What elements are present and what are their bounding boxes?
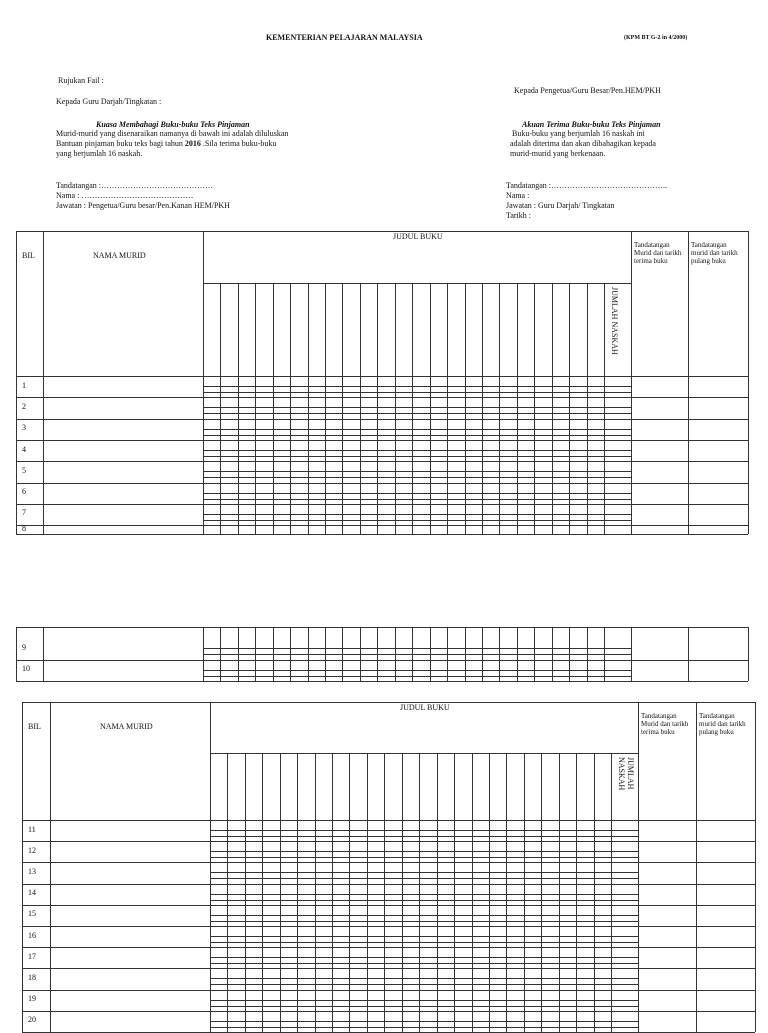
left-body-3: yang berjumlah 16 naskah. xyxy=(56,149,143,158)
grid-line xyxy=(16,231,17,525)
grid-line xyxy=(552,627,553,638)
grid-line xyxy=(16,397,748,398)
grid-line xyxy=(203,676,631,677)
grid-line xyxy=(203,471,631,472)
grid-line xyxy=(290,525,291,534)
grid-line xyxy=(569,283,570,525)
kepada-guru: Kepada Guru Darjah/Tingkatan : xyxy=(56,97,162,106)
grid-line xyxy=(748,525,749,534)
right-nama: Nama : xyxy=(506,191,530,200)
row-number: 9 xyxy=(22,642,26,652)
grid-line xyxy=(255,525,256,534)
grid-line xyxy=(748,638,749,681)
grid-line xyxy=(465,283,466,525)
grid-line xyxy=(203,450,631,451)
grid-line xyxy=(342,627,343,638)
grid-line xyxy=(22,884,755,885)
grid-line xyxy=(273,627,274,638)
right-signature: Tandatangan :…………………………………….. xyxy=(506,181,667,190)
grid-line xyxy=(16,461,748,462)
grid-line xyxy=(210,936,638,937)
row-number: 6 xyxy=(22,487,26,497)
grid-line xyxy=(220,627,221,638)
grid-line xyxy=(360,525,361,534)
row-number: 13 xyxy=(28,867,36,876)
header-sign-receive: Tandatangan Murid dan tarikh terima buku xyxy=(641,712,689,736)
grid-line xyxy=(748,231,749,525)
grid-line xyxy=(220,283,221,525)
year: 2016 xyxy=(184,139,201,148)
grid-line xyxy=(16,419,748,420)
header-sign-return: Tandatangan murid dan tarikh pulang buku xyxy=(699,712,746,736)
grid-line xyxy=(210,942,638,943)
grid-line xyxy=(290,627,291,638)
header-sign-return: Tandatangan murid dan tarikh pulang buku xyxy=(691,241,738,265)
grid-line xyxy=(210,851,638,852)
grid-line xyxy=(534,525,535,534)
header-bil: BIL xyxy=(28,722,41,731)
grid-line xyxy=(412,627,413,638)
grid-line xyxy=(210,978,638,979)
grid-line xyxy=(688,231,689,525)
grid-line xyxy=(22,990,755,991)
grid-line xyxy=(534,283,535,525)
grid-line xyxy=(290,283,291,525)
grid-line xyxy=(482,627,483,638)
grid-line xyxy=(482,525,483,534)
grid-line xyxy=(43,231,44,525)
grid-line xyxy=(210,878,638,879)
grid-line xyxy=(16,627,17,638)
right-body-2: adalah diterima dan akan dibahagikan kepada xyxy=(510,139,656,148)
grid-line xyxy=(203,627,204,638)
grid-line xyxy=(255,283,256,525)
grid-line xyxy=(203,670,631,671)
grid-line xyxy=(395,283,396,525)
grid-line xyxy=(203,407,631,408)
grid-line xyxy=(482,283,483,525)
right-body-1: Buku-buku yang berjumlah 16 naskah ini xyxy=(512,129,645,138)
grid-line xyxy=(377,283,378,525)
grid-line xyxy=(412,283,413,525)
grid-line xyxy=(238,525,239,534)
grid-line xyxy=(22,820,755,821)
grid-line xyxy=(203,435,631,436)
grid-line xyxy=(203,514,631,515)
grid-line xyxy=(308,283,309,525)
grid-line xyxy=(203,520,631,521)
grid-line xyxy=(395,627,396,638)
grid-line xyxy=(604,525,605,534)
grid-line xyxy=(16,525,17,534)
grid-line xyxy=(203,392,631,393)
akuan-title: Akuan Terima Buku-buku Teks Pinjaman xyxy=(522,120,661,129)
grid-line xyxy=(203,283,631,284)
grid-line xyxy=(203,654,631,655)
header-nama-murid: NAMA MURID xyxy=(100,722,153,731)
grid-line xyxy=(342,283,343,525)
right-body-3: murid-murid yang berkenaan. xyxy=(510,149,606,158)
grid-line xyxy=(16,231,748,232)
grid-line xyxy=(203,525,204,534)
grid-line xyxy=(203,413,631,414)
grid-line xyxy=(688,627,689,638)
grid-line xyxy=(22,947,755,948)
grid-line xyxy=(210,915,638,916)
ministry-title: KEMENTERIAN PELAJARAN MALAYSIA xyxy=(266,33,423,42)
grid-line xyxy=(465,627,466,638)
left-body-2b: .Sila terima buku-buku xyxy=(200,139,277,148)
grid-line xyxy=(16,376,748,377)
row-number: 18 xyxy=(28,973,36,982)
grid-line xyxy=(22,968,755,969)
grid-line xyxy=(325,283,326,525)
header-jumlah-naskah: JUMLAH NASKAH xyxy=(617,757,635,791)
grid-line xyxy=(587,627,588,638)
left-body-1: Murid-murid yang disenaraikan namanya di bawah ini adalah diluluskan xyxy=(56,129,289,138)
grid-line xyxy=(517,525,518,534)
grid-line xyxy=(203,429,631,430)
row-number: 4 xyxy=(22,444,26,454)
right-jawatan: Jawatan : Guru Darjah/ Tingkatan xyxy=(506,201,615,210)
header-judul-buku: JUDUL BUKU xyxy=(393,232,443,241)
grid-line xyxy=(210,753,638,754)
right-kepada: Kepada Pengetua/Guru Besar/Pen.HEM/PKH xyxy=(514,86,661,95)
grid-line xyxy=(203,386,631,387)
grid-line xyxy=(210,894,638,895)
grid-line xyxy=(210,1027,638,1028)
left-jawatan: Jawatan : Pengetua/Guru besar/Pen.Kanan HEM/PKH xyxy=(56,201,230,210)
left-body-2a: Bantuan pinjaman buku teks bagi tahun xyxy=(56,139,185,148)
grid-line xyxy=(16,660,748,661)
grid-line xyxy=(255,627,256,638)
row-number: 17 xyxy=(28,951,36,961)
grid-line xyxy=(604,627,605,638)
grid-line xyxy=(16,440,748,441)
grid-line xyxy=(569,525,570,534)
left-body-2 xyxy=(56,139,276,149)
row-number: 14 xyxy=(28,888,36,898)
grid-line xyxy=(430,525,431,534)
grid-line xyxy=(273,525,274,534)
grid-line xyxy=(16,681,748,682)
row-number: 16 xyxy=(28,930,36,940)
grid-line xyxy=(210,900,638,901)
row-number: 12 xyxy=(28,845,36,855)
grid-line xyxy=(203,493,631,494)
grid-line xyxy=(569,627,570,638)
grid-line xyxy=(22,905,755,906)
header-judul-buku: JUDUL BUKU xyxy=(400,703,450,712)
grid-line xyxy=(238,283,239,525)
grid-line xyxy=(43,525,44,534)
grid-line xyxy=(203,231,204,525)
left-nama: Nama : …………………………………… xyxy=(56,191,194,200)
grid-line xyxy=(638,702,639,1032)
grid-line xyxy=(22,702,755,703)
grid-line xyxy=(360,627,361,638)
left-signature: Tandatangan :…………………………………… xyxy=(56,181,213,190)
grid-line xyxy=(308,525,309,534)
row-number: 1 xyxy=(22,380,26,390)
grid-line xyxy=(465,525,466,534)
grid-line xyxy=(552,525,553,534)
grid-line xyxy=(552,283,553,525)
grid-line xyxy=(377,627,378,638)
rujukan-fail: Rujukan Fail : xyxy=(58,76,104,85)
grid-line xyxy=(696,702,697,1032)
grid-line xyxy=(210,1021,638,1022)
grid-line xyxy=(16,483,748,484)
grid-line xyxy=(631,231,632,525)
grid-line xyxy=(688,525,689,534)
grid-line xyxy=(203,648,631,649)
grid-line xyxy=(22,862,755,863)
grid-line xyxy=(50,702,51,1032)
grid-line xyxy=(308,627,309,638)
grid-line xyxy=(499,627,500,638)
grid-line xyxy=(517,283,518,525)
grid-line xyxy=(273,283,274,525)
header-sign-receive: Tandatangan Murid dan tarikh terima buku xyxy=(634,241,682,265)
grid-line xyxy=(210,957,638,958)
grid-line xyxy=(325,525,326,534)
grid-line xyxy=(325,627,326,638)
grid-line xyxy=(16,534,748,535)
grid-line xyxy=(377,525,378,534)
grid-line xyxy=(203,477,631,478)
grid-line xyxy=(210,872,638,873)
grid-line xyxy=(210,1000,638,1001)
grid-line xyxy=(604,283,605,525)
grid-line xyxy=(210,963,638,964)
form-code: (KPM BT G-2 in 4/2000) xyxy=(624,35,688,41)
grid-line xyxy=(220,525,221,534)
row-number: 19 xyxy=(28,994,36,1004)
grid-line xyxy=(447,627,448,638)
grid-line xyxy=(203,499,631,500)
row-number: 2 xyxy=(22,401,26,411)
grid-line xyxy=(210,702,211,1032)
grid-line xyxy=(748,627,749,638)
header-nama-murid: NAMA MURID xyxy=(93,251,146,260)
row-number: 8 xyxy=(22,524,26,534)
grid-line xyxy=(499,283,500,525)
grid-line xyxy=(534,627,535,638)
grid-line xyxy=(499,525,500,534)
grid-line xyxy=(22,1011,755,1012)
grid-line xyxy=(587,525,588,534)
right-tarikh: Tarikh : xyxy=(506,211,531,220)
grid-line xyxy=(238,627,239,638)
grid-line xyxy=(587,283,588,525)
grid-line xyxy=(517,627,518,638)
grid-line xyxy=(412,525,413,534)
row-number: 10 xyxy=(22,664,30,674)
grid-line xyxy=(447,283,448,525)
row-number: 5 xyxy=(22,465,26,475)
grid-line xyxy=(395,525,396,534)
grid-line xyxy=(16,504,748,505)
grid-line xyxy=(22,926,755,927)
grid-line xyxy=(16,627,748,628)
grid-line xyxy=(22,702,23,1032)
grid-line xyxy=(16,525,748,526)
row-number: 3 xyxy=(22,423,26,433)
row-number: 7 xyxy=(22,508,26,518)
row-number: 11 xyxy=(28,824,36,834)
grid-line xyxy=(210,1006,638,1007)
grid-line xyxy=(631,627,632,638)
grid-line xyxy=(22,841,755,842)
grid-line xyxy=(210,857,638,858)
grid-line xyxy=(430,283,431,525)
row-number: 20 xyxy=(28,1015,36,1025)
grid-line xyxy=(447,525,448,534)
grid-line xyxy=(631,525,632,534)
row-number: 15 xyxy=(28,909,36,919)
header-jumlah-naskah: JUMLAH NASKAH xyxy=(610,287,619,355)
grid-line xyxy=(210,836,638,837)
grid-line xyxy=(342,525,343,534)
header-bil: BIL xyxy=(22,251,35,260)
grid-line xyxy=(755,702,756,1032)
grid-line xyxy=(210,830,638,831)
grid-line xyxy=(430,627,431,638)
grid-line xyxy=(360,283,361,525)
grid-line xyxy=(43,627,44,638)
grid-line xyxy=(203,456,631,457)
grid-line xyxy=(210,984,638,985)
grid-line xyxy=(210,921,638,922)
kuasa-title: Kuasa Membahagi Buku-buku Teks Pinjaman xyxy=(96,120,250,129)
